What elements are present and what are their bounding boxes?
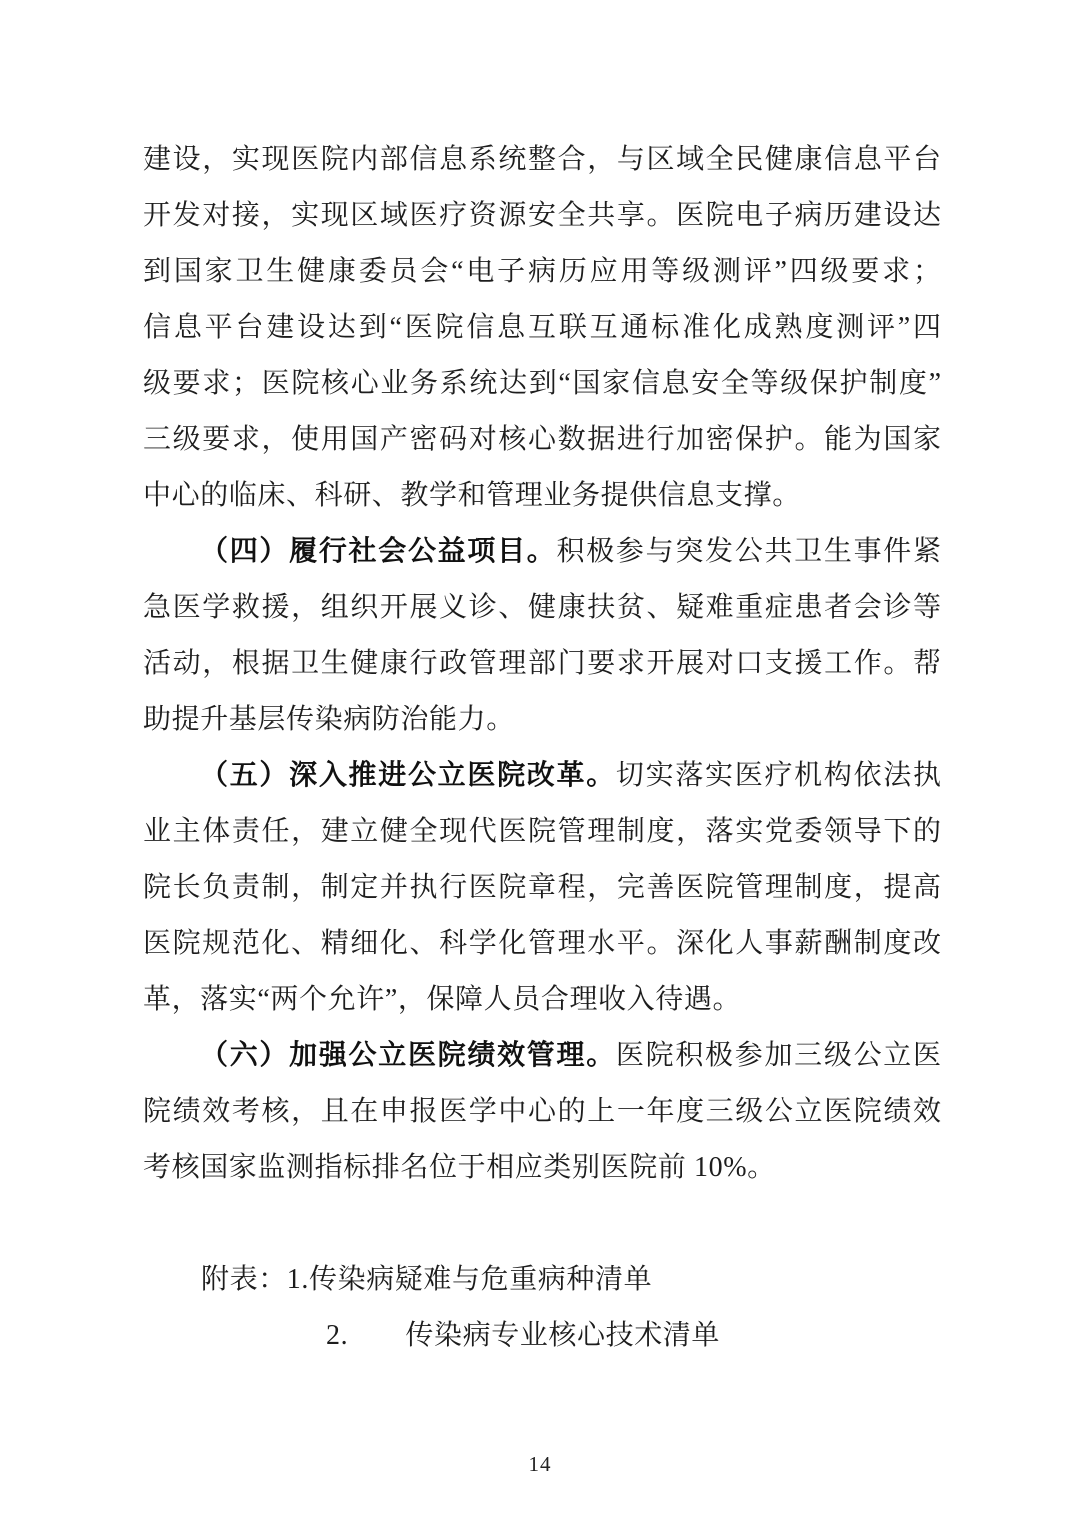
blank-line: [143, 1196, 941, 1252]
body-text-line: [143, 1028, 941, 1084]
section-heading-4: （四）履行社会公益项目。: [200, 536, 557, 567]
body-text-line: [143, 748, 941, 804]
line-text: 业主体责任，建立健全现代医院管理制度，落实党委领导下的: [143, 816, 941, 847]
line-text: 医院规范化、精细化、科学化管理水平。深化人事薪酬制度改: [143, 928, 941, 959]
line-text: 2. 传染病专业核心技术清单: [326, 1320, 721, 1351]
body-text-line: [143, 580, 941, 636]
line-text: 积极参与突发公共卫生事件紧: [556, 536, 941, 567]
line-text: 建设，实现医院内部信息系统整合，与区域全民健康信息平台: [143, 144, 941, 175]
line-text: 切实落实医疗机构依法执: [615, 760, 941, 791]
body-text-line: [143, 244, 941, 300]
section-heading-5: （五）深入推进公立医院改革。: [200, 760, 616, 791]
line-text: 中心的临床、科研、教学和管理业务提供信息支撑。: [143, 480, 801, 511]
body-text-line: [143, 916, 941, 972]
body-text-line: [143, 356, 941, 412]
body-text-line: [143, 524, 941, 580]
body-text-line: [143, 132, 941, 188]
line-text: 考核国家监测指标排名位于相应类别医院前 10%。: [143, 1152, 776, 1183]
body-text-line: [143, 188, 941, 244]
line-text: 院绩效考核，且在申报医学中心的上一年度三级公立医院绩效: [143, 1096, 941, 1127]
line-text: 到国家卫生健康委员会“电子病历应用等级测评”四级要求；: [143, 256, 941, 287]
line-text: 急医学救援，组织开展义诊、健康扶贫、疑难重症患者会诊等: [143, 592, 941, 623]
line-text: 助提升基层传染病防治能力。: [143, 704, 515, 735]
line-text: 医院积极参加三级公立医: [615, 1040, 941, 1071]
body-text-line: [143, 1084, 941, 1140]
body-text-line: [143, 300, 941, 356]
section-heading-6: （六）加强公立医院绩效管理。: [200, 1040, 616, 1071]
body-text-line: [143, 860, 941, 916]
body-text-line: [143, 412, 941, 468]
body-text-line: [143, 636, 941, 692]
line-text: 革，落实“两个允许”，保障人员合理收入待遇。: [143, 984, 742, 1015]
line-text: 信息平台建设达到“医院信息互联互通标准化成熟度测评”四: [143, 312, 941, 343]
document-body: [143, 132, 941, 1364]
body-text-line: [143, 468, 941, 524]
line-text: 活动，根据卫生健康行政管理部门要求开展对口支援工作。帮: [143, 648, 941, 679]
body-text-line: [143, 804, 941, 860]
page-number: 14: [528, 1452, 552, 1476]
body-text-line: [143, 1140, 941, 1196]
line-text: 开发对接，实现区域医疗资源安全共享。医院电子病历建设达: [143, 200, 941, 231]
line-text: 院长负责制，制定并执行医院章程，完善医院管理制度，提高: [143, 872, 941, 903]
line-text: 三级要求，使用国产密码对核心数据进行加密保护。能为国家: [143, 424, 941, 455]
body-text-line: [143, 692, 941, 748]
body-text-line: [143, 972, 941, 1028]
appendix-line-2: [143, 1308, 941, 1364]
appendix-line-1: [143, 1252, 941, 1308]
line-text: 级要求；医院核心业务系统达到“国家信息安全等级保护制度”: [143, 368, 941, 399]
line-text: 附表：1.传染病疑难与危重病种清单: [201, 1264, 653, 1295]
